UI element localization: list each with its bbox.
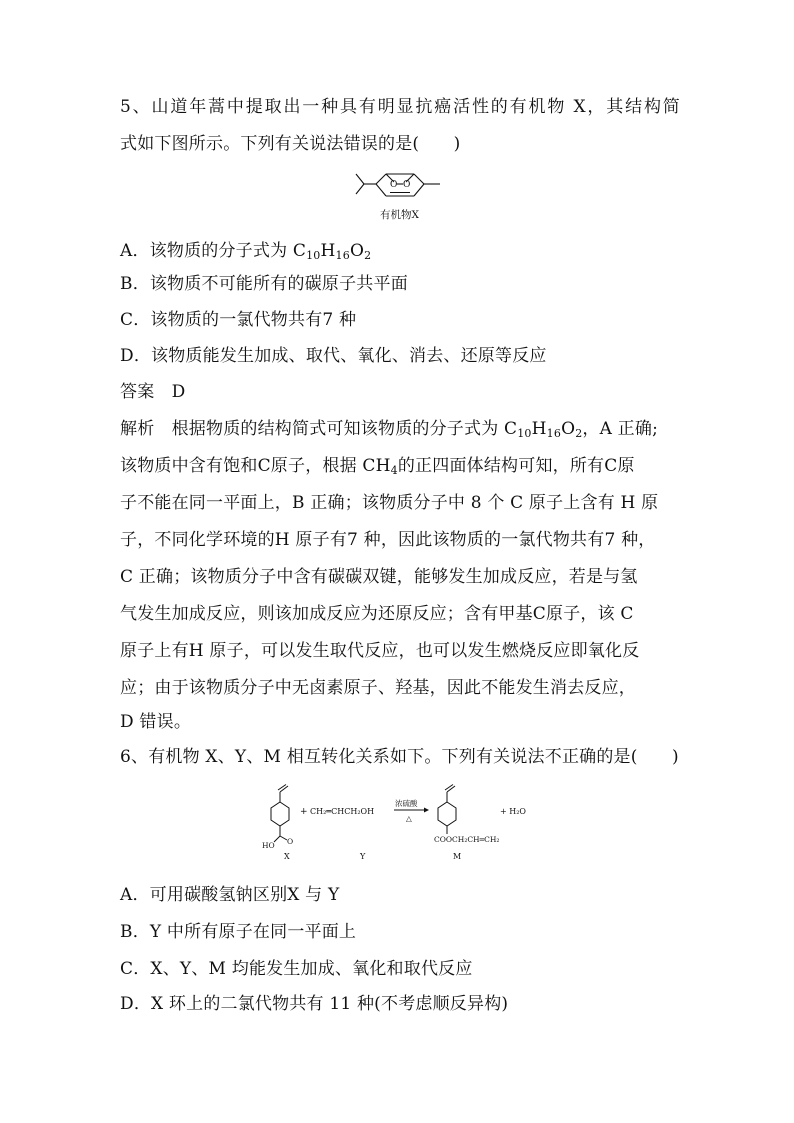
q6-structure-m (438, 785, 456, 835)
q6-formula-y: CH₂═CHCH₂OH (310, 807, 375, 816)
q5-option-a-sub3: 2 (364, 249, 372, 262)
q6-option-c: C．X、Y、M 均能发生加成、氧化和取代反应 (120, 959, 473, 979)
q6-structure-x (271, 785, 289, 843)
q5-expl-l1-sub3: 2 (575, 427, 583, 440)
q5-expl-l2-text: 该物质中含有饱和C原子，根据 CH (120, 456, 391, 476)
q5-explanation-line4: 子，不同化学环境的H 原子有7 种，因此该物质的一氯代物共有7 种， (120, 530, 656, 550)
q5-expl-l1-end: ，A 正确; (582, 419, 659, 439)
q5-option-c: C．该物质的一氯代物共有7 种 (120, 310, 357, 330)
q5-option-a-h: H (320, 241, 336, 261)
q6-reaction-arrowhead (424, 808, 429, 813)
q6-option-a: A．可用碳酸氢钠区别X 与 Y (120, 885, 340, 905)
q5-option-a (120, 240, 680, 262)
q5-expl-l1-h: H (531, 419, 547, 439)
q5-expl-l2-end: 的正四面体结构可知，所有C原 (397, 456, 635, 476)
q5-option-a-o: O (349, 241, 365, 261)
q6-condition-heat: △ (406, 814, 412, 823)
q5-explanation-line5: C 正确；该物质分子中含有碳碳双键，能够发生加成反应，若是与氢 (120, 567, 638, 587)
q5-stem-line2: 式如下图所示。下列有关说法错误的是( ) (120, 134, 461, 154)
q5-option-d: D．该物质能发生加成、取代、氧化、消去、还原等反应 (120, 346, 547, 366)
q6-water-product: + H₂O (500, 807, 526, 816)
q5-structure-figure (346, 168, 446, 226)
q5-expl-l1-o: O (561, 419, 576, 439)
q5-expl-l1-sub2: 16 (546, 427, 562, 440)
q6-option-d: D．X 环上的二氯代物共有 11 种(不考虑顺反异构) (120, 994, 509, 1014)
q6-reaction-scheme (256, 784, 546, 868)
q5-stem-line1: 5、山道年蒿中提取出一种具有明显抗癌活性的有机物 X，其结构简 (120, 97, 680, 117)
q5-explanation-line7: 原子上有H 原子，可以发生取代反应，也可以发生燃烧反应即氧化反 (120, 641, 640, 661)
q5-ring-bonds (356, 174, 440, 196)
q5-oxygen-label-1: O (390, 180, 398, 190)
q6-stem: 6、有机物 X、Y、M 相互转化关系如下。下列有关说法不正确的是( ) (120, 747, 679, 767)
q5-expl-l1-text: 解析 根据物质的结构简式可知该物质的分子式为 C (120, 419, 518, 439)
q5-option-a-sub1: 10 (306, 249, 321, 262)
q6-option-b: B．Y 中所有原子在同一平面上 (120, 922, 357, 942)
q5-explanation-line1 (120, 418, 680, 440)
q6-m-ester-group: COOCH₂CH═CH₂ (434, 835, 500, 844)
q5-explanation-line8: 应；由于该物质分子中无卤素原子、羟基，因此不能发生消去反应， (120, 678, 636, 698)
q5-explanation-line3: 子不能在同一平面上，B 正确；该物质分子中 8 个 C 原子上含有 H 原 (120, 493, 659, 513)
q6-condition-acid: 浓硫酸 (395, 799, 418, 808)
q5-option-a-sub2: 16 (335, 249, 350, 262)
q6-label-m: M (453, 852, 462, 861)
q5-explanation-line9: D 错误。 (120, 712, 192, 732)
q5-answer: 答案 D (120, 382, 186, 402)
q6-label-y: Y (360, 852, 366, 861)
q5-explanation-line2 (120, 455, 680, 477)
q5-expl-l1-sub1: 10 (517, 427, 532, 440)
q5-option-b: B．该物质不可能所有的碳原子共平面 (120, 274, 408, 294)
q6-plus-sign: + (300, 807, 308, 817)
q5-explanation-line6: 气发生加成反应，则该加成反应为还原反应；含有甲基C原子，该 C (120, 604, 634, 624)
q6-label-x: X (284, 852, 290, 861)
q5-figure-caption: 有机物X (380, 209, 419, 221)
q5-option-a-text: A．该物质的分子式为 C (120, 241, 307, 261)
q5-oxygen-label-2: O (403, 180, 411, 190)
q6-x-carbonyl-o: O (287, 837, 294, 846)
q6-x-hydroxyl: HO (262, 841, 275, 850)
q5-expl-l2-sub: 4 (390, 464, 398, 477)
